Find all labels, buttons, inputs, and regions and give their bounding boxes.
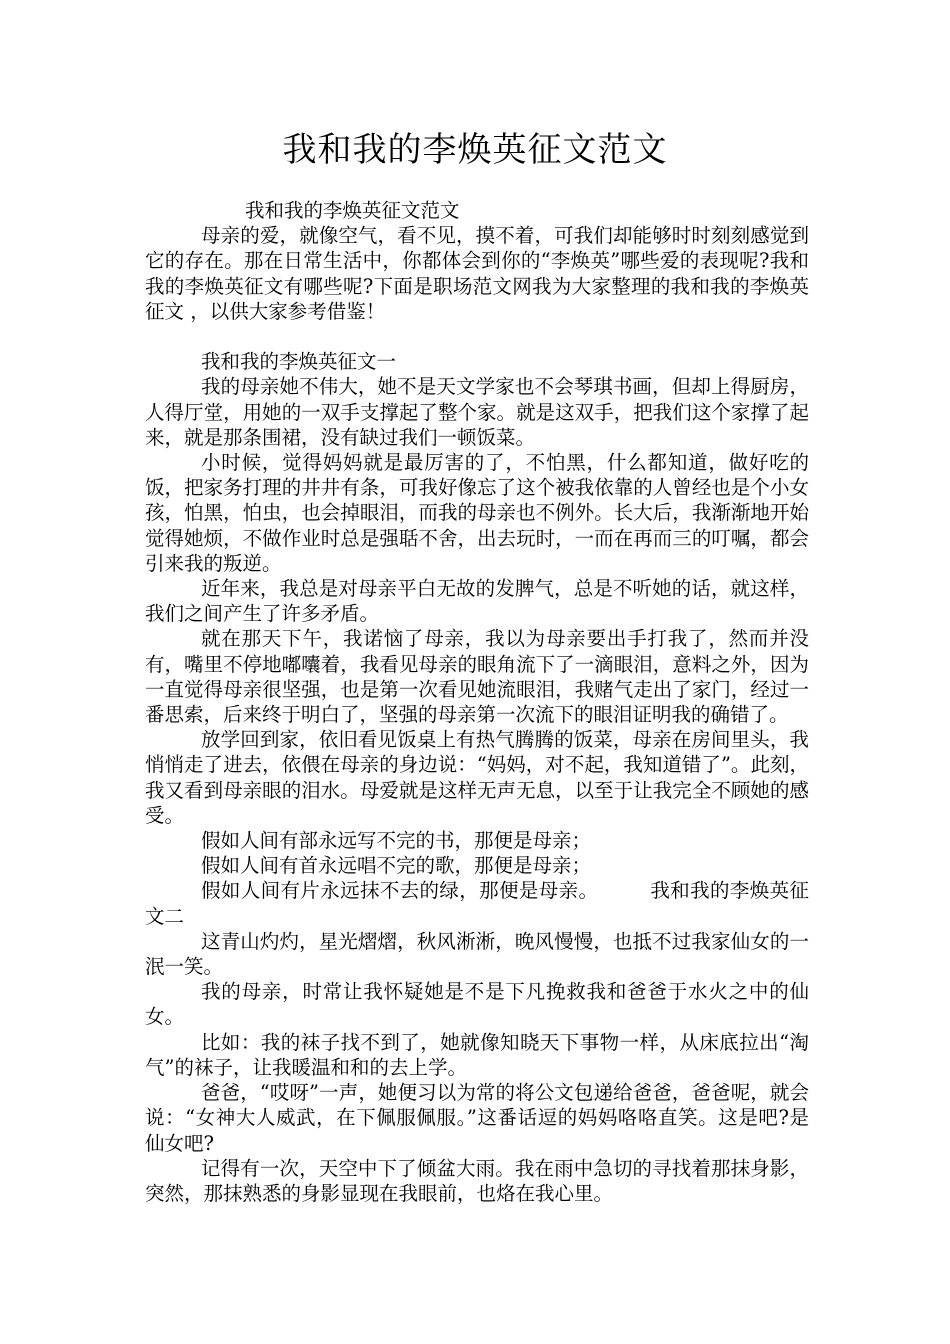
paragraph: 假如人间有部永远写不完的书，那便是母亲； (201, 829, 592, 853)
document-subtitle: 我和我的李焕英征文范文 (245, 199, 460, 222)
paragraph: 近年来，我总是对母亲平白无故的发脾气，总是不听她的话，就这样，我们之间产生了许多矛盾。 (145, 577, 809, 626)
intro-paragraph: 母亲的爱，就像空气，看不见，摸不着，可我们却能够时时刻刻感觉到它的存在。那在日常生活中，你都体会到你的“李焕英”哪些爱的表现呢?我和我的李焕英征文有哪些呢?下面是职场范文网我为大家整理的我和我的李焕英征文 ，以供大家参考借鉴！ (145, 224, 809, 323)
paragraph-text: 假如人间有片永远抹不去的绿，那便是母亲。 (201, 879, 599, 903)
paragraph: 就在那天下午，我诺恼了母亲，我以为母亲要出手打我了，然而并没有，嘴里不停地嘟囔着，我看见母亲的眼角流下了一滴眼泪，意料之外，因为一直觉得母亲很坚强，也是第一次看见她流眼泪，我赌气走出了家门，经过一番思索，后来终于明白了，坚强的母亲第一次流下的眼泪证明我的确错了。 (145, 627, 809, 727)
paragraph: 放学回到家，依旧看见饭桌上有热气腾腾的饭菜，母亲在房间里头，我悄悄走了进去，依偎在母亲的身边说：“妈妈，对不起，我知道错了”。此刻，我又看到母亲眼的泪水。母爱就是这样无声无息，以至于让我完全不顾她的感受。 (145, 728, 809, 827)
paragraph: 假如人间有首永远唱不完的歌，那便是母亲； (201, 854, 592, 878)
page-title: 我和我的李焕英征文范文 (282, 130, 668, 170)
paragraph: 我的母亲她不伟大，她不是天文学家也不会琴琪书画，但却上得厨房，人得厅堂，用她的一双手支撑起了整个家。就是这双手，把我们这个家撑了起来，就是那条围裙，没有缺过我们一顿饭菜。 (145, 375, 809, 449)
section-heading-2: 我和我的李焕英征文二 (145, 879, 809, 928)
paragraph: 我的母亲，时常让我怀疑她是不是下凡挽救我和爸爸于水火之中的仙女。 (145, 980, 809, 1029)
section-heading-1: 我和我的李焕英征文一 (201, 350, 397, 374)
paragraph: 比如：我的袜子找不到了，她就像知晓天下事物一样，从床底拉出“淘气”的袜子，让我暖温和和的去上学。 (145, 1030, 809, 1079)
paragraph: 小时候，觉得妈妈就是最厉害的了，不怕黑，什么都知道，做好吃的饭，把家务打理的井井有条，可我好像忘了这个被我依靠的人曾经也是个小女孩，怕黑，怕虫，也会掉眼泪，而我的母亲也不例外。长大后，我渐渐地开始觉得她烦，不做作业时总是强聒不舍，出去玩时，一而在再而三的叮嘱，都会引来我的叛逆。 (145, 451, 809, 575)
paragraph-with-heading (145, 878, 809, 928)
paragraph: 爸爸，“哎呀”一声，她便习以为常的将公文包递给爸爸，爸爸呢，就会说：“女神大人威武，在下佩服佩服。”这番话逗的妈妈咯咯直笑。这是吧?是仙女吧? (145, 1081, 809, 1155)
paragraph: 这青山灼灼，星光熠熠，秋风淅淅，晚风慢慢，也抵不过我家仙女的一泯一笑。 (145, 929, 809, 979)
blank-line (145, 324, 809, 349)
document-body (145, 198, 809, 1206)
paragraph: 记得有一次，天空中下了倾盆大雨。我在雨中急切的寻找着那抹身影，突然，那抹熟悉的身影显现在我眼前，也烙在我心里。 (145, 1156, 809, 1205)
